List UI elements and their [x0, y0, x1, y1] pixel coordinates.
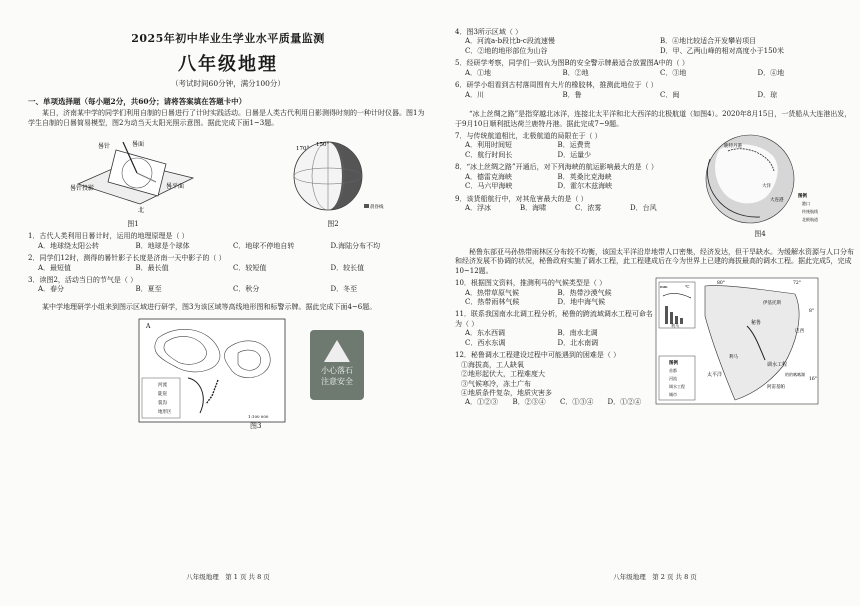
q12-item-4: ④地质条件复杂，地质灾害多	[461, 388, 552, 397]
intro-paragraph-3: “冰上丝绸之路”是指穿越北冰洋，连接北太平洋和北大西洋的北极航道（如图4）。2020年8月15日，一货船从大连港出发，于9月10日顺利抵达荷兰鹿特丹港。据此完成7~9题。	[455, 110, 852, 128]
q6-option-b: B．鲁	[562, 90, 582, 99]
intro-paragraph-2: 某中学地理研学小组来到图示区域进行研学，图3为该区域等高线地形图和标警示牌。据此完成下面4~6题。	[42, 302, 377, 311]
fig2-label-150: 150°	[316, 142, 330, 149]
q3-option-b: B．夏至	[135, 285, 162, 294]
question-1	[28, 232, 428, 251]
question-8-stem: 8．“冰上丝绸之路”开通后，对下列海峡的航运影响最大的是（ ）	[455, 163, 658, 172]
q1-option-b: B．地球是个球体	[135, 241, 190, 250]
q12-item-3: ③气候寒冷，冻土广布	[461, 379, 531, 388]
q7-9-text	[455, 129, 685, 240]
question-2-stem: 2．同学们12时，测得的晷针影子长度是济南一天中影子的（ ）	[28, 254, 226, 263]
q5-option-c: C．③地	[660, 68, 687, 77]
fig5-label-peru: 秘鲁	[751, 320, 762, 327]
fig3-legend-gully: 裂沟	[158, 401, 167, 407]
question-5	[455, 59, 855, 78]
question-10-stem: 10．根据图文资料，推测利马的气候类型是（ ）	[455, 279, 607, 288]
question-2	[28, 254, 428, 273]
q12-option-b: B．②③④	[512, 398, 546, 407]
fig4-label-dalian: 大连港	[770, 197, 784, 203]
question-1-stem: 1．古代人类利用日晷计时，运用的地理原理是（ ）	[28, 232, 189, 241]
fig5-legend-capital: 首都	[669, 368, 677, 374]
question-11-stem: 11．联系我国南水北调工程分析，秘鲁的跨流域调水工程可命名为（ ）	[455, 310, 653, 328]
q9-option-a: A．浮冰	[465, 204, 492, 212]
q10-option-b: B．热带沙漠气候	[557, 288, 612, 297]
fig5-chart-lima: 利马	[671, 323, 679, 329]
q2-option-c: C．较短值	[233, 263, 267, 272]
q9-option-c: C．浓雾	[575, 204, 602, 212]
question-7	[455, 132, 685, 160]
fig4-legend-arctic: 北极航道	[802, 216, 818, 222]
figure-row-1	[28, 134, 428, 229]
question-4-stem: 4．图3所示区域（ ）	[455, 28, 523, 36]
q12-item-2: ②地形起伏大，工程难度大	[461, 370, 545, 379]
q7-9-block	[455, 129, 855, 240]
warning-sign	[310, 330, 364, 400]
question-9-stem: 9．该货船航行中，对其危害最大的是（ ）	[455, 194, 588, 203]
q12-option-a: A．①②③	[465, 398, 499, 407]
question-5-stem: 5．经研学考察，同学们一致认为图B的安全警示牌最适合放置图A中的（ ）	[455, 59, 689, 68]
fig5-label-80: 80°	[717, 281, 725, 287]
q3-option-d: D．冬至	[330, 285, 358, 294]
q10-12-text	[455, 276, 655, 409]
q11-option-d: D．北水南调	[557, 338, 599, 347]
question-6	[455, 81, 855, 100]
question-11	[455, 310, 655, 348]
fig1-label-shadow: 晷针投影	[70, 185, 95, 193]
figure-4	[685, 129, 835, 240]
fig5-label-brazil: 巴西	[795, 329, 804, 335]
q1-option-a: A．地球绕太阳公转	[38, 241, 100, 250]
fig5-chart-mm: mm	[660, 284, 668, 290]
q4-option-a: A．河流a-b段比b-c段流速慢	[465, 37, 555, 46]
fig4-legend-port: 港口	[802, 200, 810, 206]
figure-2	[278, 134, 388, 229]
fig3-legend-area: 地形区	[158, 410, 172, 416]
q12-option-d: D．①②④	[607, 398, 642, 407]
q4-option-b: B．④地比较适合开发攀岩项目	[660, 37, 757, 46]
sign-line-1: 小心落石	[321, 366, 353, 376]
question-3-stem: 3．读图2，活动当日的节气是（ ）	[28, 276, 138, 285]
q5-option-d: D．④地	[757, 68, 785, 77]
fig1-label-plane: 晷平面	[166, 183, 185, 191]
q7-option-a: A．利用时间短	[465, 141, 513, 150]
exam-title: 2025年初中毕业生学业水平质量监测	[131, 32, 325, 45]
q2-option-a: A．最短值	[38, 263, 72, 272]
figure-5	[655, 276, 820, 409]
arctic-route-map	[690, 129, 830, 227]
fig4-label-ocean: 大洋	[762, 183, 771, 189]
q6-option-d: D．琼	[757, 90, 778, 99]
fig3-scale: 1:100 000	[248, 414, 269, 420]
q9-option-d: D．台风	[630, 204, 657, 212]
q12-item-1: ①海拔高，工人缺氧	[461, 360, 524, 369]
q3-option-c: C．秋分	[233, 285, 260, 294]
fig1-label-gnomon: 晷针	[98, 143, 111, 151]
question-12-stem: 12．秘鲁调水工程建设过程中可能遇到的困难是（ ）	[455, 351, 621, 360]
q8-option-b: B．英桑比克海峡	[557, 172, 612, 181]
q8-option-a: A．德雷克海峡	[465, 172, 513, 181]
figure-1	[68, 134, 198, 229]
q3-option-a: A．春分	[38, 285, 65, 294]
figure-3	[28, 318, 428, 431]
fig3-legend-river: 河流	[158, 383, 167, 389]
sign-line-2: 注意安全	[321, 377, 353, 387]
q2-option-d: D．较长值	[330, 263, 365, 272]
question-8	[455, 163, 685, 191]
q6-option-a: A．川	[465, 90, 485, 99]
q5-option-b: B．②地	[562, 68, 589, 77]
figure-4-caption: 图4	[754, 230, 766, 239]
fig3-legend-cliff: 陡崖	[158, 392, 167, 398]
intro-paragraph-1: 某日，济南某中学的同学们利用自制的日晷进行了计时实践活动。日晷是人类古代利用日影测得时刻的一种计时仪器。图1为学生自制的日晷简易模型，图2为动当天太阳光照示意图。据此完成下面1~3题。	[28, 109, 425, 127]
q8-option-d: D．霍尔木兹海峡	[557, 182, 613, 191]
question-9	[455, 195, 685, 214]
warning-triangle-icon	[324, 340, 350, 362]
fig5-label-72: 72°	[793, 281, 801, 287]
q11-option-b: B．南水北调	[557, 329, 598, 338]
q1-option-c: C．地球不停地自转	[233, 241, 295, 250]
q5-option-a: A．①地	[465, 68, 492, 77]
question-6-stem: 6．研学小组看到古村落周围有大片的橡胶林，推测此地位于（ ）	[455, 81, 658, 90]
q10-option-a: A．热带草原气候	[465, 288, 520, 297]
exam-note: （考试时间60分钟，满分100分）	[171, 79, 285, 89]
q6-option-c: C．闽	[660, 90, 680, 99]
fig2-label-170: 170°	[296, 146, 310, 153]
intro-paragraph-4: 秘鲁东部亚马孙热带雨林区分布较不均衡，该国太平洋沿岸地带人口密集，经济发达，但干旱缺水。为缓解水资源与人口分布和经济发展不协调的状况，秘鲁政府实施了调水工程，此工程建成后在今为世界上已建的海拔最高的调水工程。据此完成5，完成10~12题。	[455, 247, 854, 275]
q1-option-d: D.海陆分布不均	[330, 241, 381, 250]
peru-map	[655, 276, 820, 406]
figure-2-caption: 图2	[327, 219, 339, 228]
fig5-label-project: 调水工程	[767, 362, 788, 369]
contour-map	[138, 318, 286, 423]
fig5-label-lima: 利马	[729, 355, 738, 361]
sundial-diagram	[68, 134, 198, 216]
page-2-footer: 八年级地理 第 2 页 共 8 页	[613, 573, 697, 582]
figure-1-caption: 图1	[127, 219, 139, 228]
q9-option-b: B．海啸	[520, 204, 547, 212]
q8-option-c: C．马六甲海峡	[465, 182, 513, 191]
fig5-label-8: 8°	[809, 309, 815, 315]
q11-option-a: A．东水西调	[465, 329, 506, 338]
left-page	[28, 22, 428, 582]
q2-option-b: B．最长值	[135, 263, 169, 272]
page-1-footer: 八年级地理 第 1 页 共 8 页	[186, 573, 270, 582]
fig3-mark-a: A	[146, 323, 151, 331]
fig1-label-north: 北	[138, 207, 145, 215]
fig2-legend: 晨昏线	[370, 205, 384, 211]
question-12	[455, 351, 655, 408]
q11-option-c: C．西水东调	[465, 338, 506, 347]
q7-option-c: C．航行时间长	[465, 150, 513, 159]
question-7-stem: 7．与传统航道相比，北极航道的局限在于（ ）	[455, 131, 602, 140]
q10-option-c: C．热带雨林气候	[465, 298, 520, 306]
q10-12-block	[455, 276, 855, 409]
q10-option-d: D．地中海气候	[557, 298, 606, 306]
subject-title: 八年级地理	[178, 53, 278, 75]
fig5-legend-title: 图例	[669, 361, 678, 367]
right-page	[455, 22, 855, 582]
question-4	[455, 28, 855, 56]
q12-option-c: C．①③④	[560, 398, 594, 407]
q7-option-d: D．运量少	[557, 150, 592, 159]
fig4-label-rotterdam: 鹿特丹港	[724, 143, 742, 149]
fig5-label-16: 16°	[809, 377, 817, 383]
fig1-label-dial: 晷面	[132, 141, 145, 149]
fig5-label-iquitos: 伊基托斯	[763, 301, 781, 307]
section-heading: 一、单项选择题（每小题2分，共60分；请将答案填在答题卡中）	[28, 97, 247, 107]
fig5-legend-city: 城市	[669, 392, 677, 398]
fig5-chart-temp: ℃	[685, 284, 690, 290]
q4-option-d: D．甲、乙两山峰的相对高度小于150米	[660, 46, 784, 55]
question-10	[455, 279, 655, 307]
question-3	[28, 276, 428, 295]
fig4-legend-traditional: 传统航线	[802, 208, 818, 214]
fig5-legend-river: 河流	[669, 376, 677, 382]
sunlight-globe	[278, 134, 388, 216]
fig5-label-pacific: 太平洋	[707, 372, 723, 379]
fig5-label-arequipa: 阿雷基帕	[767, 385, 785, 391]
q4-option-c: C．②地的地形部位为山谷	[465, 46, 548, 55]
fig4-legend-title: 图例	[798, 193, 807, 199]
fig5-label-titicaca: 的的喀喀湖	[785, 372, 805, 378]
q7-option-b: B．运费贵	[557, 141, 591, 150]
fig5-legend-project: 调水工程	[669, 384, 685, 390]
figure-3-caption: 图3	[250, 422, 262, 431]
